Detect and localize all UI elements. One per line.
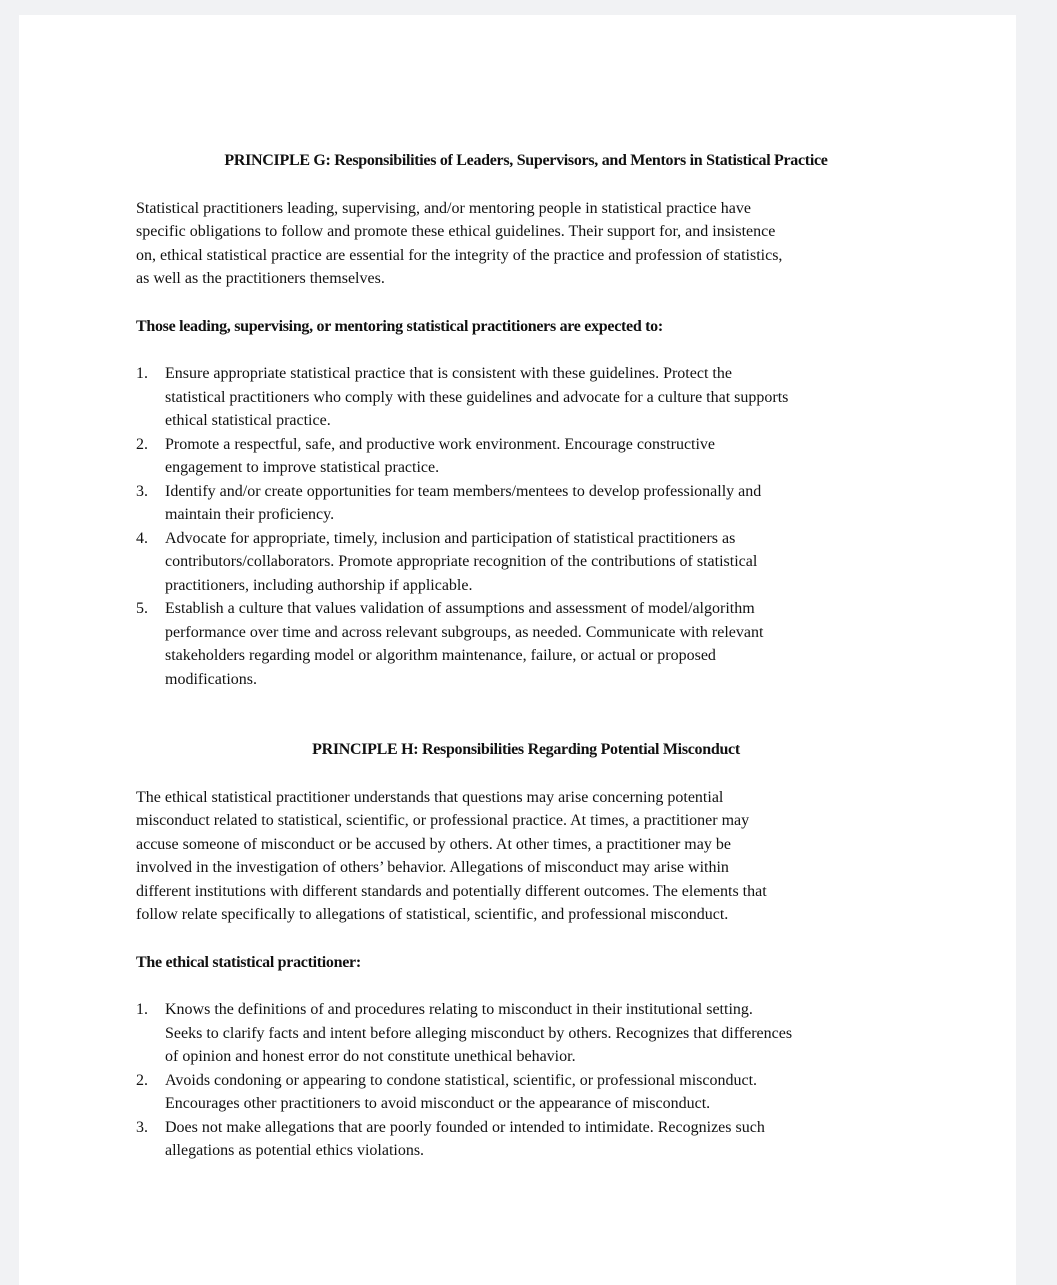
- text-line: The ethical statistical practitioner understands that questions may arise concerning potential: [136, 788, 724, 806]
- text-line: Seeks to clarify facts and intent before alleging misconduct by others. Recognizes that differences: [165, 1024, 793, 1042]
- text-line: specific obligations to follow and promote these ethical guidelines. Their support for, and insistence: [136, 223, 776, 240]
- list-number: 2.: [136, 1071, 148, 1089]
- text-line: statistical practitioners who comply with these guidelines and advocate for a culture that supports: [165, 388, 789, 406]
- text-line: engagement to improve statistical practice.: [165, 459, 440, 476]
- principle-h-intro: [136, 786, 916, 927]
- text-line: Ensure appropriate statistical practice that is consistent with these guidelines. Protect the: [165, 365, 732, 382]
- list-item: [136, 1069, 916, 1116]
- text-line: performance over time and across relevant subgroups, as needed. Communicate with relevant: [165, 623, 764, 641]
- list-number: 2.: [136, 435, 148, 453]
- principle-g-intro: [136, 197, 916, 291]
- text-line: involved in the investigation of others’ behavior. Allegations of misconduct may arise within: [136, 859, 729, 876]
- principle-h-lead: The ethical statistical practitioner:: [136, 953, 361, 971]
- text-line: practitioners, including authorship if applicable.: [165, 576, 473, 594]
- text-line: Identify and/or create opportunities for team members/mentees to develop professionally and: [165, 482, 762, 500]
- text-line: misconduct related to statistical, scientific, or professional practice. At times, a practitioner may: [136, 812, 750, 829]
- list-number: 5.: [136, 600, 148, 617]
- text-line: Statistical practitioners leading, supervising, and/or mentoring people in statistical practice have: [136, 199, 751, 217]
- document-content: [136, 149, 916, 1163]
- text-line: different institutions with different standards and potentially different outcomes. The elements that: [136, 882, 767, 900]
- list-item: [136, 527, 916, 598]
- text-line: maintain their proficiency.: [165, 506, 335, 523]
- document-page: [19, 15, 1016, 1285]
- text-line: Does not make allegations that are poorly founded or intended to intimidate. Recognizes such: [165, 1118, 765, 1136]
- text-line: Promote a respectful, safe, and productive work environment. Encourage constructive: [165, 435, 716, 453]
- text-line: stakeholders regarding model or algorithm maintenance, failure, or actual or proposed: [165, 647, 716, 664]
- principle-g-lead: Those leading, supervising, or mentoring statistical practitioners are expected to:: [136, 317, 663, 335]
- text-line: as well as the practitioners themselves.: [136, 270, 385, 287]
- principle-g-title: PRINCIPLE G: Responsibilities of Leaders, Supervisors, and Mentors in Statistical Practice: [224, 152, 828, 169]
- text-line: Avoids condoning or appearing to condone statistical, scientific, or professional misconduct.: [165, 1071, 758, 1089]
- list-item: [136, 362, 916, 433]
- principle-h-list: [136, 998, 916, 1163]
- text-line: Advocate for appropriate, timely, inclusion and participation of statistical practitioners as: [165, 529, 736, 547]
- list-item: [136, 433, 916, 480]
- list-item: [136, 597, 916, 691]
- text-line: ethical statistical practice.: [165, 412, 331, 429]
- list-number: 4.: [136, 529, 148, 547]
- list-number: 1.: [136, 365, 148, 382]
- text-line: follow relate specifically to allegations of statistical, scientific, and professional misconduct.: [136, 906, 729, 923]
- text-line: of opinion and honest error do not constitute unethical behavior.: [165, 1048, 576, 1065]
- text-line: contributors/collaborators. Promote appropriate recognition of the contributions of statistical: [165, 553, 758, 570]
- text-line: Establish a culture that values validation of assumptions and assessment of model/algorithm: [165, 600, 755, 617]
- list-number: 3.: [136, 1118, 148, 1136]
- list-item: [136, 1116, 916, 1163]
- list-item: [136, 480, 916, 527]
- text-line: Knows the definitions of and procedures relating to misconduct in their institutional setting.: [165, 1001, 753, 1018]
- principle-h-title: PRINCIPLE H: Responsibilities Regarding Potential Misconduct: [312, 741, 740, 758]
- list-item: [136, 998, 916, 1069]
- text-line: on, ethical statistical practice are essential for the integrity of the practice and profession of statistics,: [136, 246, 783, 264]
- text-line: accuse someone of misconduct or be accused by others. At other times, a practitioner may be: [136, 835, 731, 853]
- text-line: allegations as potential ethics violations.: [165, 1142, 425, 1159]
- text-line: modifications.: [165, 670, 257, 688]
- principle-g-list: [136, 362, 916, 691]
- list-number: 1.: [136, 1001, 148, 1018]
- text-line: Encourages other practitioners to avoid misconduct or the appearance of misconduct.: [165, 1095, 711, 1112]
- list-number: 3.: [136, 482, 148, 500]
